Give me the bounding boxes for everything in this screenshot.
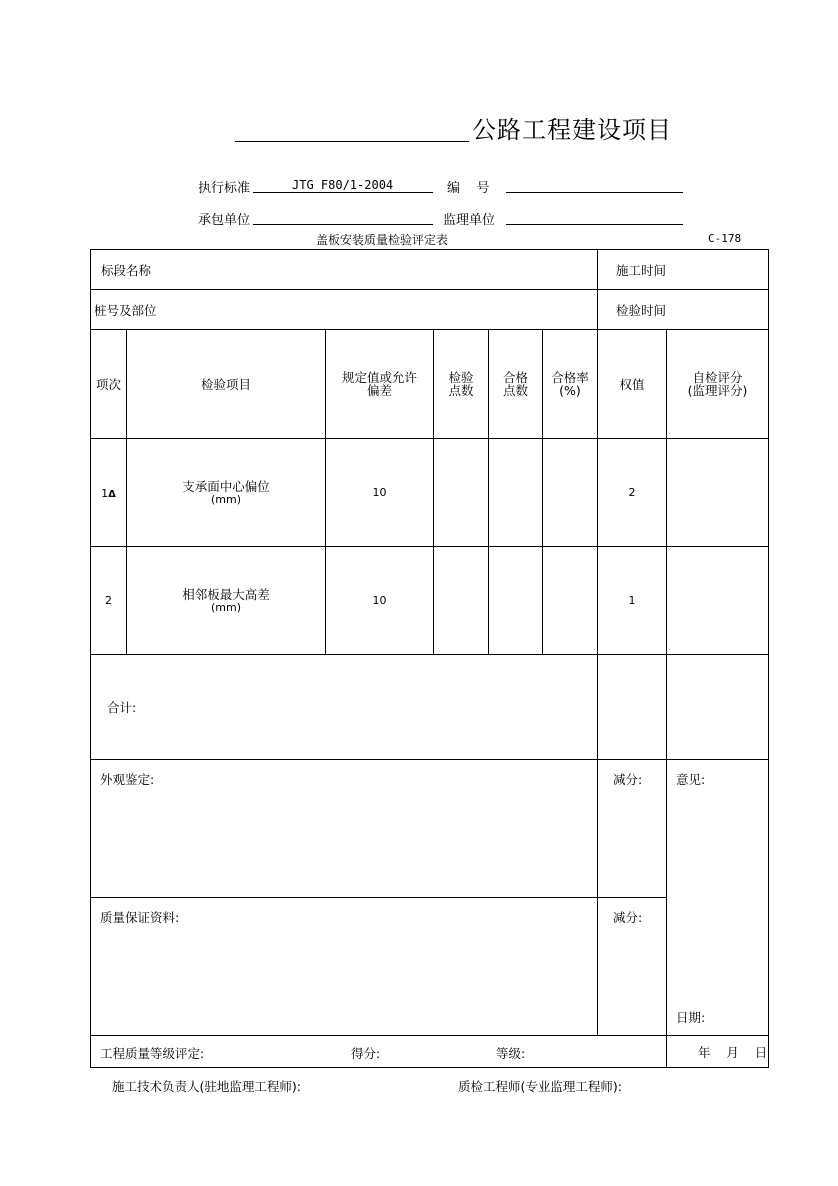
- row-2-no: 2: [91, 547, 127, 655]
- col-check-item: [127, 330, 326, 439]
- col-self-score: [667, 330, 769, 439]
- section-name-cell[interactable]: [91, 250, 598, 290]
- construction-time-label: 施工时间: [616, 262, 667, 278]
- col-self-line2: (监理评分): [687, 383, 748, 398]
- standard-label: 执行标准: [198, 181, 251, 196]
- inspection-time-cell[interactable]: [598, 290, 769, 330]
- row-2-item-cell: [127, 547, 326, 655]
- row-2-rate[interactable]: [543, 547, 598, 655]
- grade-label: 等级:: [496, 1046, 526, 1061]
- tech-lead-signature-label: 施工技术负责人(驻地监理工程师):: [112, 1079, 301, 1094]
- date-label: 日期:: [676, 1010, 706, 1025]
- total-cell: [91, 655, 598, 760]
- col-points-line2: 点数: [448, 383, 474, 398]
- construction-time-cell[interactable]: [598, 250, 769, 290]
- row-2-unit: (mm): [210, 600, 241, 614]
- quality-deduct-cell[interactable]: [598, 898, 667, 1036]
- date-format-cell[interactable]: [667, 1036, 769, 1068]
- row-2-item: 相邻板最大高差: [182, 586, 270, 602]
- number-label: 编 号: [447, 181, 490, 196]
- standard-field[interactable]: [253, 192, 433, 193]
- row-1-rate[interactable]: [543, 439, 598, 547]
- row-1-item: 支承面中心偏位: [182, 478, 270, 494]
- grade-eval-label: 工程质量等级评定:: [100, 1046, 205, 1061]
- supervisor-field[interactable]: [506, 224, 683, 225]
- table-row: [91, 439, 769, 547]
- station-cell[interactable]: [91, 290, 598, 330]
- row-1-item-cell: [127, 439, 326, 547]
- quality-docs-label: 质量保证资料:: [100, 910, 180, 925]
- supervisor-label: 监理单位: [443, 213, 496, 228]
- col-rate-line1: 合格率: [551, 370, 589, 385]
- appearance-cell[interactable]: [91, 760, 598, 898]
- row-2-points[interactable]: [434, 547, 489, 655]
- row-1-spec: 10: [326, 439, 434, 547]
- row-1-points[interactable]: [434, 439, 489, 547]
- col-qualified: [489, 330, 543, 439]
- row-1-qualified[interactable]: [489, 439, 543, 547]
- quality-docs-cell[interactable]: [91, 898, 598, 1036]
- evaluation-table: [90, 249, 769, 1068]
- opinion-label: 意见:: [676, 772, 706, 787]
- qc-engineer-signature-label: 质检工程师(专业监理工程师):: [458, 1079, 622, 1094]
- row-2-spec: 10: [326, 547, 434, 655]
- row-2-weight: 1: [598, 547, 667, 655]
- col-points-line1: 检验: [448, 370, 474, 385]
- col-qualified-line1: 合格: [502, 370, 528, 385]
- contractor-field[interactable]: [253, 224, 433, 225]
- row-2-self-score[interactable]: [667, 547, 769, 655]
- total-label: 合计:: [107, 700, 137, 715]
- row-1-weight: 2: [598, 439, 667, 547]
- col-spec: [326, 330, 434, 439]
- grade-eval-cell: [91, 1036, 667, 1068]
- number-field[interactable]: [506, 192, 683, 193]
- section-name-label: 标段名称: [101, 262, 152, 278]
- col-rate-line2: (%): [559, 383, 581, 398]
- appearance-label: 外观鉴定:: [100, 772, 155, 787]
- total-weight[interactable]: [598, 655, 667, 760]
- project-name-blank[interactable]: [235, 141, 469, 142]
- col-item-no: [91, 330, 127, 439]
- quality-deduct-label: 减分:: [613, 910, 643, 925]
- row-2-qualified[interactable]: [489, 547, 543, 655]
- col-self-line1: 自检评分: [692, 370, 743, 385]
- appearance-deduct-cell[interactable]: [598, 760, 667, 898]
- col-item-no-text: 项次: [95, 377, 121, 392]
- inspection-time-label: 检验时间: [616, 302, 667, 318]
- table-row: [91, 547, 769, 655]
- col-rate: [543, 330, 598, 439]
- appearance-deduct-label: 减分:: [613, 772, 643, 787]
- form-code: C-178: [708, 232, 742, 245]
- date-format: 年 月 日: [698, 1044, 768, 1060]
- opinion-cell[interactable]: [667, 760, 769, 1036]
- form-title: 盖板安装质量检验评定表: [316, 233, 449, 247]
- row-1-no-cell: [91, 439, 127, 547]
- row-1-self-score[interactable]: [667, 439, 769, 547]
- standard-value: JTG F80/1-2004: [292, 178, 394, 192]
- key-item-mark-icon: Δ: [108, 489, 116, 500]
- col-check-item-text: 检验项目: [200, 377, 251, 392]
- total-score[interactable]: [667, 655, 769, 760]
- station-label: 桩号及部位: [94, 302, 157, 318]
- col-points: [434, 330, 489, 439]
- contractor-label: 承包单位: [198, 213, 251, 228]
- row-1-unit: (mm): [210, 492, 241, 506]
- row-1-no: 1: [101, 487, 109, 500]
- page-title: 公路工程建设项目: [472, 116, 672, 144]
- col-weight: [598, 330, 667, 439]
- col-spec-line1: 规定值或允许: [341, 370, 417, 385]
- score-label: 得分:: [351, 1046, 381, 1061]
- col-qualified-line2: 点数: [502, 383, 528, 398]
- col-spec-line2: 偏差: [366, 383, 392, 398]
- col-weight-text: 权值: [619, 377, 645, 392]
